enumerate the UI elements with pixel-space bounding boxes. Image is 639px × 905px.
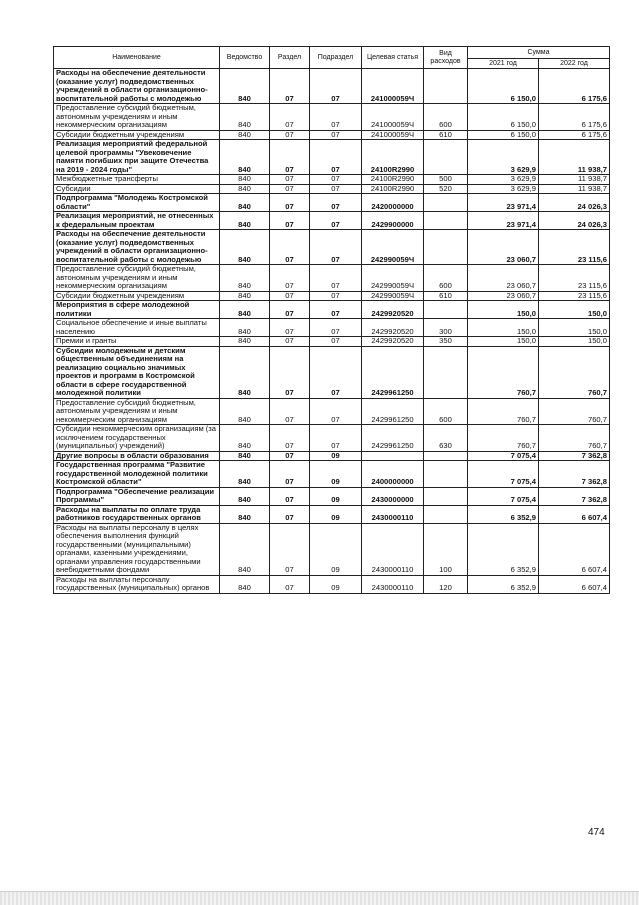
cell-target: 2400000000 <box>362 461 424 488</box>
cell-name: Субсидии молодежным и детским общественным объединениям на реализацию социально значимых проектов и программ в Костромской области в сфере государственной молодежной политики <box>54 346 220 398</box>
cell-subsection: 07 <box>310 69 362 104</box>
cell-name: Государственная программа "Развитие государственной молодежной политики Костромской области" <box>54 461 220 488</box>
cell-type: 610 <box>424 130 468 140</box>
cell-dept: 840 <box>220 425 270 452</box>
header-dept: Ведомство <box>220 47 270 69</box>
cell-subsection: 07 <box>310 398 362 425</box>
cell-y2022: 6 607,4 <box>539 505 610 523</box>
cell-y2022: 24 026,3 <box>539 212 610 230</box>
cell-dept: 840 <box>220 175 270 185</box>
cell-type: 500 <box>424 175 468 185</box>
cell-section: 07 <box>270 319 310 337</box>
cell-target: 241000059Ч <box>362 130 424 140</box>
cell-y2022: 6 607,4 <box>539 523 610 575</box>
cell-section: 07 <box>270 523 310 575</box>
table-row <box>54 523 610 575</box>
cell-name: Предоставление субсидий бюджетным, автономным учреждениям и иным некоммерческим организациям <box>54 104 220 131</box>
cell-target: 2430000110 <box>362 505 424 523</box>
cell-y2021: 3 629,9 <box>468 140 539 175</box>
cell-name: Социальное обеспечение и иные выплаты населению <box>54 319 220 337</box>
cell-y2021: 6 150,0 <box>468 130 539 140</box>
cell-name: Реализация мероприятий, не отнесенных к федеральным проектам <box>54 212 220 230</box>
cell-y2021: 6 352,9 <box>468 523 539 575</box>
cell-y2021: 760,7 <box>468 346 539 398</box>
cell-subsection: 07 <box>310 301 362 319</box>
cell-section: 07 <box>270 398 310 425</box>
cell-type <box>424 301 468 319</box>
table-row <box>54 130 610 140</box>
cell-y2021: 150,0 <box>468 337 539 347</box>
table-row <box>54 265 610 292</box>
cell-type: 100 <box>424 523 468 575</box>
cell-y2022: 6 607,4 <box>539 575 610 593</box>
cell-type: 630 <box>424 425 468 452</box>
cell-subsection: 09 <box>310 461 362 488</box>
table-row <box>54 104 610 131</box>
cell-y2021: 6 352,9 <box>468 575 539 593</box>
cell-section: 07 <box>270 291 310 301</box>
cell-type: 120 <box>424 575 468 593</box>
cell-type <box>424 451 468 461</box>
cell-y2021: 7 075,4 <box>468 451 539 461</box>
page-number: 474 <box>588 827 605 838</box>
cell-dept: 840 <box>220 140 270 175</box>
cell-y2022: 760,7 <box>539 425 610 452</box>
cell-subsection: 07 <box>310 425 362 452</box>
cell-y2022: 6 175,6 <box>539 130 610 140</box>
cell-y2022: 150,0 <box>539 301 610 319</box>
cell-y2021: 6 150,0 <box>468 104 539 131</box>
table-row <box>54 175 610 185</box>
cell-dept: 840 <box>220 104 270 131</box>
table-row <box>54 346 610 398</box>
cell-y2021: 760,7 <box>468 425 539 452</box>
cell-y2022: 150,0 <box>539 319 610 337</box>
cell-dept: 840 <box>220 184 270 194</box>
cell-dept: 840 <box>220 319 270 337</box>
cell-section: 07 <box>270 425 310 452</box>
cell-y2022: 760,7 <box>539 346 610 398</box>
cell-dept: 840 <box>220 265 270 292</box>
table-row <box>54 212 610 230</box>
table-row <box>54 505 610 523</box>
cell-dept: 840 <box>220 523 270 575</box>
cell-section: 07 <box>270 69 310 104</box>
cell-type: 350 <box>424 337 468 347</box>
cell-section: 07 <box>270 130 310 140</box>
header-row <box>54 47 610 59</box>
table-row <box>54 451 610 461</box>
cell-y2022: 7 362,8 <box>539 451 610 461</box>
header-name: Наименование <box>54 47 220 69</box>
cell-subsection: 09 <box>310 487 362 505</box>
cell-y2021: 7 075,4 <box>468 487 539 505</box>
cell-dept: 840 <box>220 212 270 230</box>
cell-subsection: 07 <box>310 230 362 265</box>
header-2021: 2021 год <box>468 59 539 69</box>
table-row <box>54 575 610 593</box>
table-body <box>54 69 610 594</box>
cell-dept: 840 <box>220 291 270 301</box>
cell-subsection: 07 <box>310 291 362 301</box>
cell-name: Субсидии <box>54 184 220 194</box>
cell-name: Межбюджетные трансферты <box>54 175 220 185</box>
cell-target: 2430000000 <box>362 487 424 505</box>
cell-type: 610 <box>424 291 468 301</box>
cell-target: 241000059Ч <box>362 104 424 131</box>
cell-name: Расходы на выплаты персоналу государственных (муниципальных) органов <box>54 575 220 593</box>
cell-target: 24100R2990 <box>362 140 424 175</box>
cell-y2022: 23 115,6 <box>539 291 610 301</box>
cell-subsection: 07 <box>310 175 362 185</box>
cell-subsection: 09 <box>310 575 362 593</box>
cell-y2021: 150,0 <box>468 319 539 337</box>
budget-table <box>53 46 610 594</box>
table-row <box>54 291 610 301</box>
table-row <box>54 398 610 425</box>
cell-name: Премии и гранты <box>54 337 220 347</box>
cell-type: 520 <box>424 184 468 194</box>
cell-target: 24100R2990 <box>362 175 424 185</box>
table-row <box>54 194 610 212</box>
cell-section: 07 <box>270 575 310 593</box>
cell-name: Расходы на выплаты по оплате труда работников государственных органов <box>54 505 220 523</box>
cell-subsection: 07 <box>310 104 362 131</box>
cell-name: Другие вопросы в области образования <box>54 451 220 461</box>
cell-type: 300 <box>424 319 468 337</box>
cell-y2021: 6 352,9 <box>468 505 539 523</box>
cell-target: 2429900000 <box>362 212 424 230</box>
cell-dept: 840 <box>220 505 270 523</box>
cell-section: 07 <box>270 104 310 131</box>
header-sum: Сумма <box>468 47 610 59</box>
header-section: Раздел <box>270 47 310 69</box>
table-row <box>54 301 610 319</box>
cell-dept: 840 <box>220 130 270 140</box>
table-row <box>54 337 610 347</box>
cell-name: Расходы на обеспечение деятельности (оказание услуг) подведомственных учреждений в области организационно-воспитательной работы с молодежью <box>54 230 220 265</box>
cell-y2022: 24 026,3 <box>539 194 610 212</box>
header-target: Целевая статья <box>362 47 424 69</box>
cell-target: 2429961250 <box>362 425 424 452</box>
cell-type <box>424 194 468 212</box>
header-exp-type: Вид расходов <box>424 47 468 69</box>
cell-type <box>424 487 468 505</box>
cell-dept: 840 <box>220 487 270 505</box>
cell-type <box>424 346 468 398</box>
table-row <box>54 487 610 505</box>
cell-type: 600 <box>424 398 468 425</box>
cell-target: 242990059Ч <box>362 230 424 265</box>
cell-y2022: 6 175,6 <box>539 69 610 104</box>
cell-type <box>424 505 468 523</box>
cell-y2022: 6 175,6 <box>539 104 610 131</box>
cell-target: 24100R2990 <box>362 184 424 194</box>
cell-section: 07 <box>270 346 310 398</box>
cell-section: 07 <box>270 175 310 185</box>
cell-name: Реализация мероприятий федеральной целевой программы "Увековечение памяти погибших при защите Отечества на 2019 - 2024 годы" <box>54 140 220 175</box>
cell-subsection: 09 <box>310 505 362 523</box>
cell-y2021: 150,0 <box>468 301 539 319</box>
cell-target: 242990059Ч <box>362 291 424 301</box>
cell-name: Субсидии некоммерческим организациям (за исключением государственных (муниципальных) учреждений) <box>54 425 220 452</box>
cell-dept: 840 <box>220 337 270 347</box>
cell-type <box>424 140 468 175</box>
cell-subsection: 07 <box>310 265 362 292</box>
cell-dept: 840 <box>220 230 270 265</box>
cell-type <box>424 230 468 265</box>
cell-section: 07 <box>270 301 310 319</box>
table-row <box>54 230 610 265</box>
table-row <box>54 461 610 488</box>
cell-y2021: 3 629,9 <box>468 175 539 185</box>
cell-type: 600 <box>424 265 468 292</box>
cell-name: Подпрограмма "Молодежь Костромской области" <box>54 194 220 212</box>
cell-section: 07 <box>270 451 310 461</box>
cell-name: Расходы на обеспечение деятельности (оказание услуг) подведомственных учреждений в области организационно-воспитательной работы с молодежью <box>54 69 220 104</box>
cell-section: 07 <box>270 265 310 292</box>
cell-y2022: 7 362,8 <box>539 461 610 488</box>
cell-dept: 840 <box>220 461 270 488</box>
cell-target: 2430000110 <box>362 523 424 575</box>
table-row <box>54 184 610 194</box>
cell-y2022: 7 362,8 <box>539 487 610 505</box>
cell-subsection: 07 <box>310 184 362 194</box>
cell-y2021: 23 060,7 <box>468 265 539 292</box>
cell-y2021: 23 971,4 <box>468 194 539 212</box>
cell-subsection: 07 <box>310 130 362 140</box>
cell-y2022: 11 938,7 <box>539 140 610 175</box>
cell-subsection: 07 <box>310 346 362 398</box>
cell-subsection: 07 <box>310 140 362 175</box>
cell-y2022: 11 938,7 <box>539 175 610 185</box>
table-row <box>54 319 610 337</box>
cell-name: Расходы на выплаты персоналу в целях обеспечения выполнения функций государственными (муниципальными) органами, казенными учреждениями, органами управления государственными внебюджетными фондами <box>54 523 220 575</box>
cell-target <box>362 451 424 461</box>
cell-name: Предоставление субсидий бюджетным, автономным учреждениям и иным некоммерческим организациям <box>54 265 220 292</box>
cell-section: 07 <box>270 337 310 347</box>
cell-y2021: 7 075,4 <box>468 461 539 488</box>
cell-target: 2429920520 <box>362 319 424 337</box>
cell-subsection: 07 <box>310 212 362 230</box>
cell-y2022: 11 938,7 <box>539 184 610 194</box>
cell-type <box>424 69 468 104</box>
cell-y2021: 760,7 <box>468 398 539 425</box>
cell-dept: 840 <box>220 451 270 461</box>
cell-dept: 840 <box>220 575 270 593</box>
cell-subsection: 07 <box>310 194 362 212</box>
cell-target: 2429920520 <box>362 301 424 319</box>
cell-section: 07 <box>270 461 310 488</box>
cell-dept: 840 <box>220 69 270 104</box>
scan-edge-line <box>0 891 639 892</box>
cell-dept: 840 <box>220 398 270 425</box>
cell-y2022: 760,7 <box>539 398 610 425</box>
cell-y2021: 3 629,9 <box>468 184 539 194</box>
cell-target: 242990059Ч <box>362 265 424 292</box>
cell-subsection: 07 <box>310 337 362 347</box>
cell-y2022: 23 115,6 <box>539 265 610 292</box>
cell-y2021: 23 060,7 <box>468 291 539 301</box>
cell-section: 07 <box>270 505 310 523</box>
cell-y2022: 23 115,6 <box>539 230 610 265</box>
cell-name: Предоставление субсидий бюджетным, автономным учреждениям и иным некоммерческим организациям <box>54 398 220 425</box>
cell-dept: 840 <box>220 301 270 319</box>
cell-y2021: 6 150,0 <box>468 69 539 104</box>
table-row <box>54 69 610 104</box>
cell-subsection: 09 <box>310 523 362 575</box>
cell-subsection: 07 <box>310 319 362 337</box>
cell-dept: 840 <box>220 346 270 398</box>
cell-target: 2420000000 <box>362 194 424 212</box>
cell-type: 600 <box>424 104 468 131</box>
cell-type <box>424 461 468 488</box>
header-subsection: Подраздел <box>310 47 362 69</box>
cell-name: Мероприятия в сфере молодежной политики <box>54 301 220 319</box>
cell-section: 07 <box>270 184 310 194</box>
cell-dept: 840 <box>220 194 270 212</box>
cell-y2021: 23 060,7 <box>468 230 539 265</box>
cell-type <box>424 212 468 230</box>
cell-name: Субсидии бюджетным учреждениям <box>54 130 220 140</box>
cell-section: 07 <box>270 487 310 505</box>
cell-section: 07 <box>270 140 310 175</box>
table-row <box>54 140 610 175</box>
cell-target: 2429920520 <box>362 337 424 347</box>
table-row <box>54 425 610 452</box>
cell-target: 2429961250 <box>362 398 424 425</box>
cell-section: 07 <box>270 212 310 230</box>
cell-target: 241000059Ч <box>362 69 424 104</box>
cell-section: 07 <box>270 194 310 212</box>
cell-section: 07 <box>270 230 310 265</box>
scan-edge <box>0 891 639 905</box>
cell-y2021: 23 971,4 <box>468 212 539 230</box>
cell-name: Субсидии бюджетным учреждениям <box>54 291 220 301</box>
cell-y2022: 150,0 <box>539 337 610 347</box>
header-2022: 2022 год <box>539 59 610 69</box>
cell-name: Подпрограмма "Обеспечение реализации Программы" <box>54 487 220 505</box>
cell-target: 2429961250 <box>362 346 424 398</box>
cell-subsection: 09 <box>310 451 362 461</box>
cell-target: 2430000110 <box>362 575 424 593</box>
